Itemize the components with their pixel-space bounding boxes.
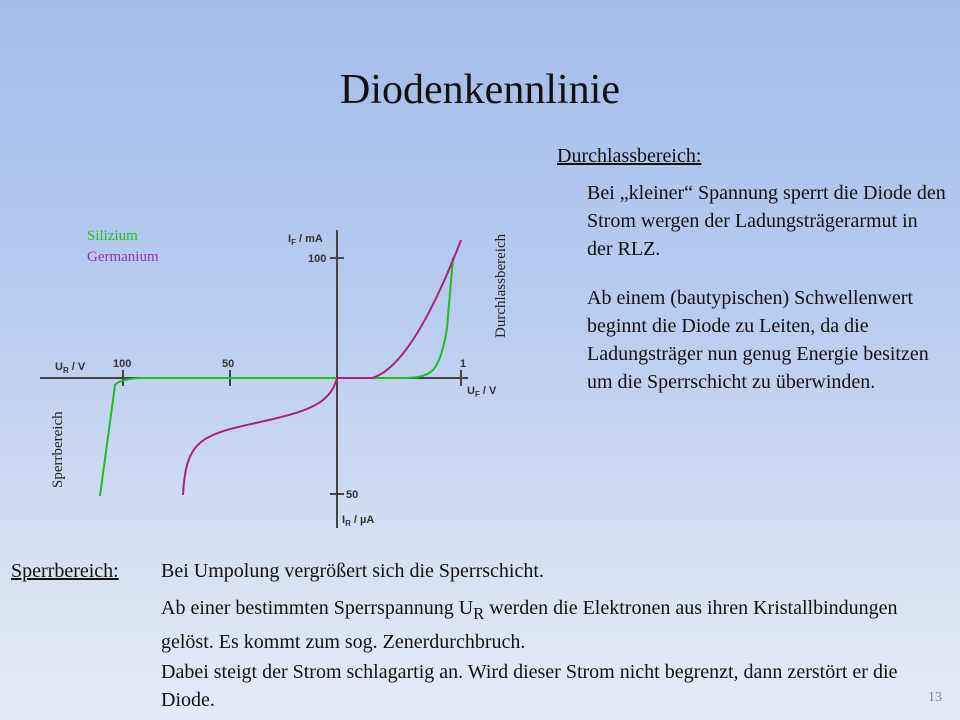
tick-label-uf-1: 1 — [460, 358, 467, 370]
region-label-sperr: Sperrbereich — [50, 411, 66, 488]
durchlass-heading: Durchlassbereich: — [557, 145, 702, 167]
tick-label-if-100: 100 — [308, 253, 327, 265]
legend-germanium: Germanium — [87, 249, 159, 265]
durchlass-paragraph-2: Ab einem (bautypischen) Schwellenwert beginnt die Diode zu Leiten, da die Ladungsträger nun genug Energie besitzen um die Sperrschicht zu überwinden. — [587, 287, 929, 393]
axis-label-ur: $U_R$ / V — [55, 361, 86, 375]
slide-number: 13 — [928, 690, 942, 705]
tick-label-ur-50: 50 — [222, 358, 235, 370]
tick-label-ur-100: 100 — [113, 358, 132, 370]
durchlass-paragraph-1: Bei „kleiner“ Spannung sperrt die Diode den Strom wergen der Ladungsträgerarmut in der RLZ. — [587, 182, 946, 260]
sperr-heading: Sperrbereich: — [11, 560, 119, 582]
axis-label-if: $I_F$ / mA — [288, 233, 323, 247]
sperr-paragraph-2: Ab einer bestimmten Sperrspannung $U_R$ werden die Elektronen aus ihren Kristallbindungen gelöst. Es kommt zum sog. Zenerdurchbruch. — [161, 597, 898, 653]
page-title: Diodenkennlinie — [340, 67, 620, 113]
sperr-paragraph-1: Bei Umpolung vergrößert sich die Sperrschicht. — [161, 560, 544, 582]
region-label-durchlass: Durchlassbereich — [493, 233, 509, 338]
tick-label-ir-50: 50 — [346, 489, 359, 501]
diode-characteristic-chart — [0, 210, 560, 540]
axis-label-ir: $I_R$ / µA — [342, 514, 375, 528]
curve-silizium — [100, 258, 453, 496]
legend-silizium: Silizium — [87, 228, 138, 244]
sperr-paragraph-3: Dabei steigt der Strom schlagartig an. Wird dieser Strom nicht begrenzt, dann zerstört er die Diode. — [161, 661, 898, 711]
axis-label-uf: $U_F$ / V — [467, 385, 497, 399]
